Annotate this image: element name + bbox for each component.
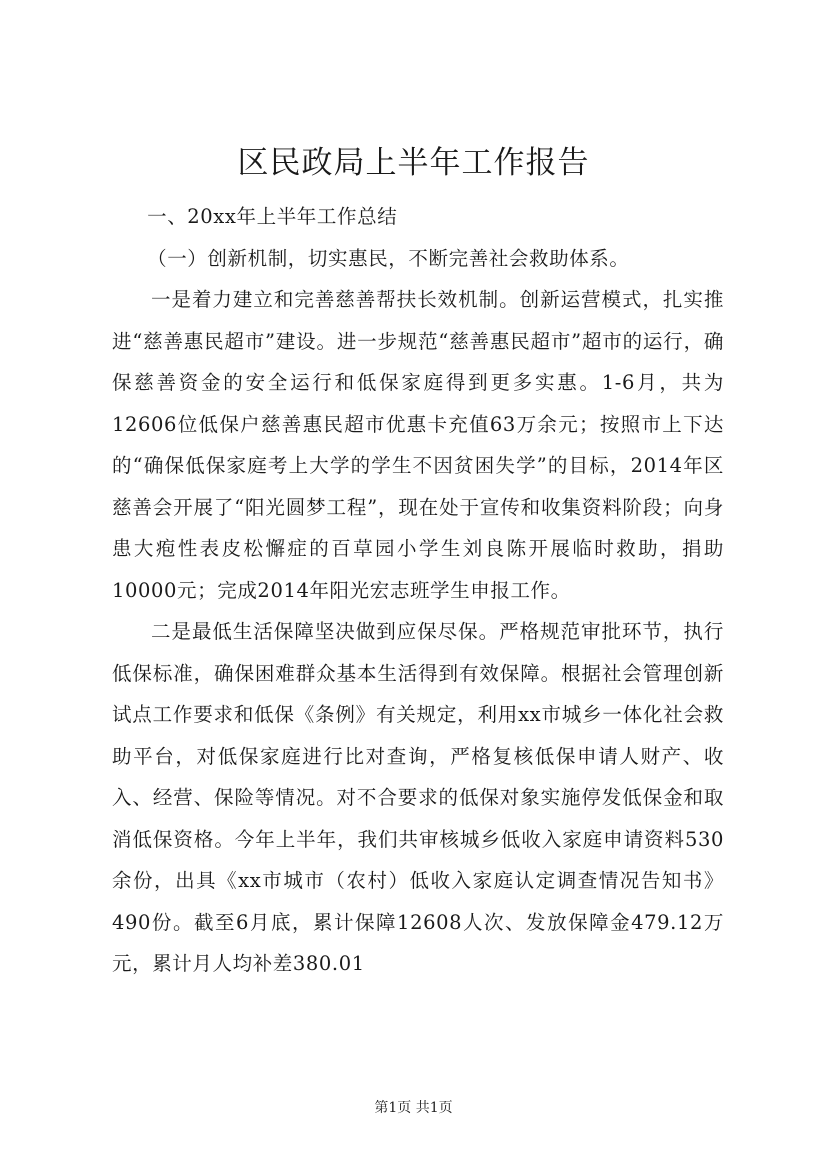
body-paragraph: 二是最低生活保障坚决做到应保尽保。严格规范审批环节，执行低保标准，确保困难群众基本生活得到有效保障。根据社会管理创新试点工作要求和低保《条例》有关规定，利用xx市城乡一体化社会救助平台，对低保家庭进行比对查询，严格复核低保申请人财产、收入、经营、保险等情况。对不合要求的低保对象实施停发低保金和取消低保资格。今年上半年，我们共审核城乡低收入家庭申请资料530余份，出具《xx市城市（农村）低收入家庭认定调查情况告知书》490份。截至6月底，累计保障12608人次、发放保障金479.12万元，累计月人均补差380.01 xyxy=(112,620,724,975)
section-heading: 一、20xx年上半年工作总结 xyxy=(147,205,398,228)
page-footer: 第1页 共1页 xyxy=(374,1100,453,1116)
document-title: 区民政局上半年工作报告 xyxy=(237,145,590,181)
document-body xyxy=(112,196,724,985)
body-paragraph: 一是着力建立和完善慈善帮扶长效机制。创新运营模式，扎实推进“慈善惠民超市”建设。进一步规范“慈善惠民超市”超市的运行，确保慈善资金的安全运行和低保家庭得到更多实惠。1-6月，共为12606位低保户慈善惠民超市优惠卡充值63万余元；按照市上下达的“确保低保家庭考上大学的学生不因贫困失学”的目标，2014年区慈善会开展了“阳光圆梦工程”，现在处于宣传和收集资料阶段；向身患大疱性表皮松懈症的百草园小学生刘良陈开展临时救助，捐助10000元；完成2014年阳光宏志班学生申报工作。 xyxy=(112,288,724,602)
subsection-heading: （一）创新机制，切实惠民，不断完善社会救助体系。 xyxy=(147,246,630,270)
